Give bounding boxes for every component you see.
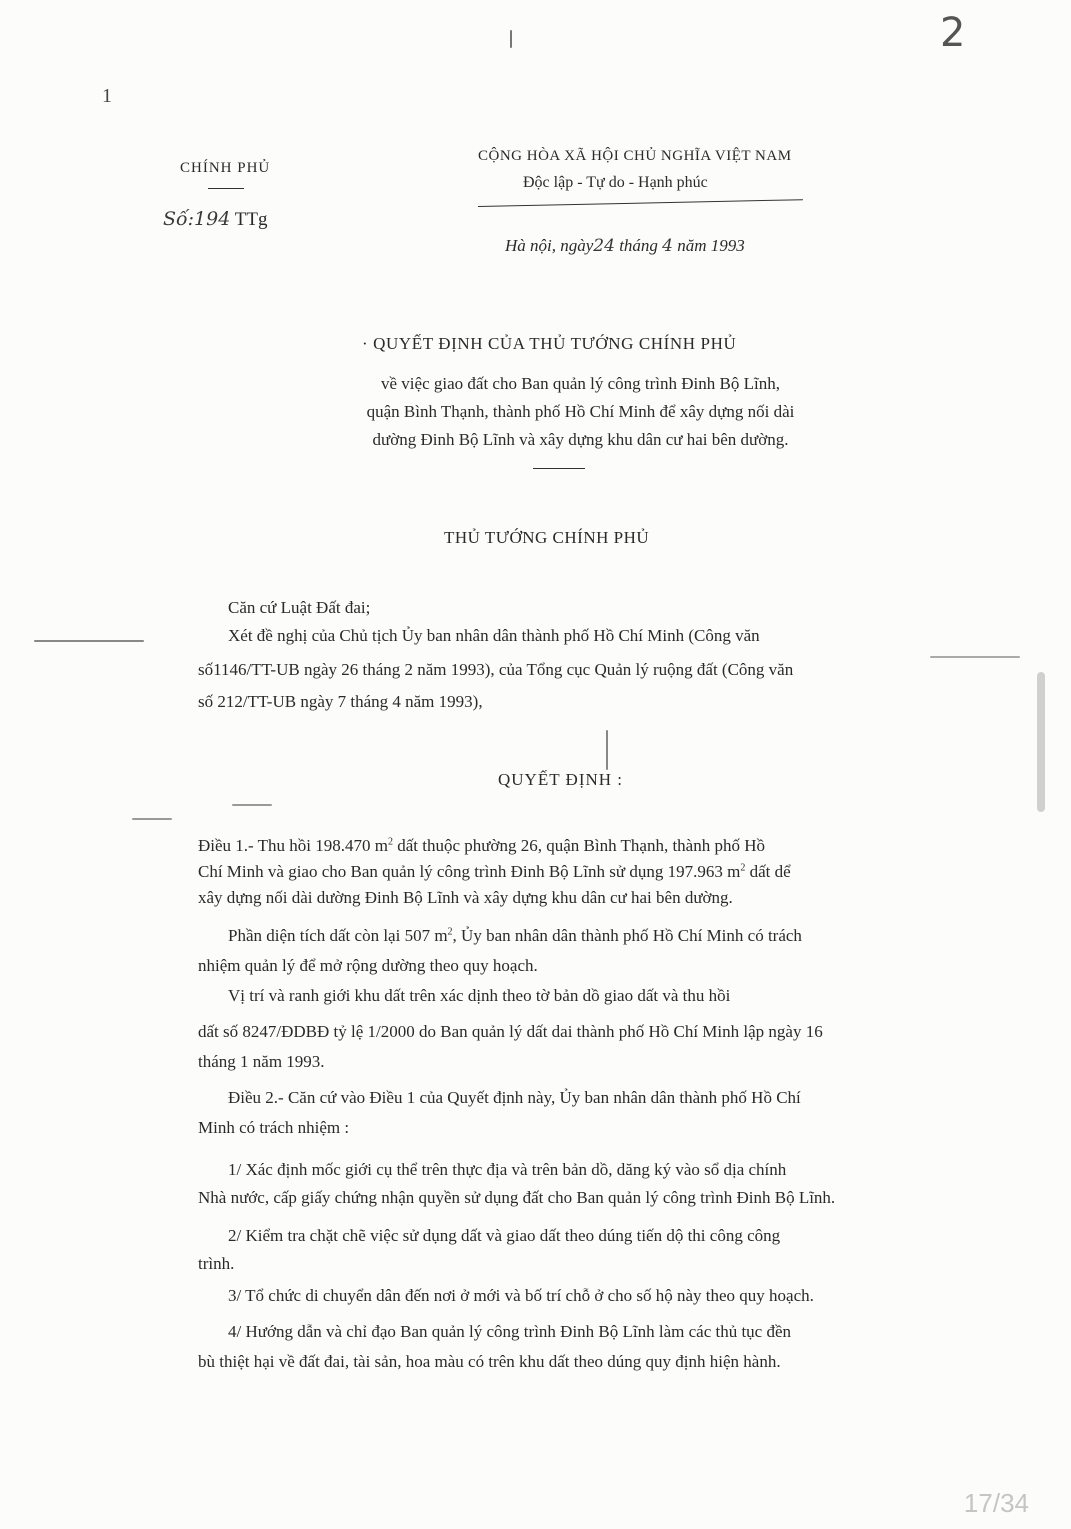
document-number-prefix: Số: — [163, 208, 195, 230]
scan-artifact — [232, 804, 272, 806]
article1-location-line-1: Vị trí và ranh giới khu dất trên xác dịnh theo tờ bản dồ giao dất và thu hồi — [228, 986, 731, 1005]
article2-item3: 3/ Tổ chức di chuyển dân đến nơi ở mới và bố trí chỗ ở cho số hộ này theo quy hoạch. — [228, 1286, 814, 1305]
page-indicator: 17/34 — [963, 1488, 1029, 1518]
document-number-suffix: TTg — [234, 209, 268, 230]
article2-item1-line-2: Nhà nước, cấp giấy chứng nhận quyền sử dụng đất cho Ban quản lý công trình Đinh Bộ Lĩnh. — [198, 1188, 836, 1207]
decision-heading: QUYẾT ĐỊNH : — [498, 770, 624, 789]
article1-line-3: xây dựng nối dài dường Đinh Bộ Lĩnh và xây dựng khu dân cư hai bên dường. — [198, 888, 733, 907]
national-motto: Độc lập - Tự do - Hạnh phúc — [523, 174, 708, 191]
handwritten-page-mark: 2 — [940, 10, 966, 56]
document-number-value: 194 — [194, 208, 231, 230]
document-title: · QUYẾT ĐỊNH CỦA THỦ TƯỚNG CHÍNH PHỦ — [362, 334, 737, 353]
article2-line-1: Điều 2.- Căn cứ vào Điều 1 của Quyết định này, Ủy ban nhân dân thành phố Hồ Chí — [228, 1088, 801, 1107]
motto-rule — [478, 199, 803, 207]
article1-remaining-line-2: nhiệm quản lý để mở rộng dường theo quy hoạch. — [198, 956, 538, 975]
basis-line: Căn cứ Luật Đất đai; — [228, 598, 371, 617]
date-month: 4 — [662, 236, 673, 256]
article2-item1-line-1: 1/ Xác định mốc giới cụ thể trên thực địa và trên bản dồ, dăng ký vào sổ dịa chính — [228, 1160, 787, 1179]
consider-line-1: Xét đề nghị của Chủ tịch Ủy ban nhân dân thành phố Hồ Chí Minh (Công văn — [228, 626, 760, 645]
authority-heading: THỦ TƯỚNG CHÍNH PHỦ — [444, 528, 650, 547]
date-line — [505, 236, 745, 256]
issuer-rule — [208, 188, 244, 189]
article2-item2-line-1: 2/ Kiểm tra chặt chẽ việc sử dụng dất và giao dất theo dúng tiến dộ thi công công — [228, 1226, 781, 1245]
scan-artifact — [606, 730, 608, 770]
date-month-label: tháng — [619, 236, 658, 255]
consider-line-3: số 212/TT-UB ngày 7 tháng 4 năm 1993), — [198, 692, 483, 711]
consider-line-2: số1146/TT-UB ngày 26 tháng 2 năm 1993), của Tổng cục Quản lý ruộng đất (Công văn — [198, 660, 794, 679]
scan-artifact — [34, 640, 144, 642]
scan-artifact — [510, 30, 512, 48]
scan-artifact — [930, 656, 1020, 658]
subtitle-line-1: về việc giao đất cho Ban quản lý công trình Đinh Bộ Lĩnh, — [381, 374, 780, 393]
national-title: CỘNG HÒA XÃ HỘI CHỦ NGHĨA VIỆT NAM — [478, 148, 792, 164]
issuer-name: CHÍNH PHỦ — [180, 160, 271, 176]
article1-location-line-2: dất số 8247/ĐDBĐ tỷ lệ 1/2000 do Ban quản lý dất dai thành phố Hồ Chí Minh lập ngày 16 — [198, 1022, 823, 1041]
article2-item4-line-2: bù thiệt hại về đất đai, tài sản, hoa màu có trên khu dất theo dúng quy định hiện hành. — [198, 1352, 781, 1371]
date-day: 24 — [593, 236, 615, 256]
subtitle-line-3: dường Đinh Bộ Lĩnh và xây dựng khu dân cư hai bên dường. — [372, 430, 789, 449]
article2-line-2: Minh có trách nhiệm : — [198, 1118, 350, 1137]
article2-item4-line-1: 4/ Hướng dẫn và chỉ đạo Ban quản lý công trình Đinh Bộ Lĩnh làm các thủ tục đền — [228, 1322, 792, 1341]
article1-line-1: Điều 1.- Thu hồi 198.470 $m^2$ dất thuộc phường 26, quận Bình Thạnh, thành phố Hồ — [198, 836, 766, 855]
document-number — [163, 208, 267, 231]
article1-remaining-line-1: Phần diện tích dất còn lại 507 $m^2$, Ủy ban nhân dân thành phố Hồ Chí Minh có trách — [228, 926, 802, 945]
subtitle-rule — [533, 468, 585, 469]
viewer-scrollbar[interactable] — [1037, 672, 1045, 812]
date-place: Hà nội, ngày — [505, 236, 594, 255]
date-year: năm 1993 — [677, 236, 745, 255]
article1-location-line-3: tháng 1 năm 1993. — [198, 1052, 325, 1071]
subtitle-line-2: quận Bình Thạnh, thành phố Hồ Chí Minh để xây dựng nối dài — [366, 402, 795, 421]
article1-line-2: Chí Minh và giao cho Ban quản lý công trình Đinh Bộ Lĩnh sử dụng 197.963 $m^2$ dất dể — [198, 862, 791, 881]
article2-item2-line-2: trình. — [198, 1254, 235, 1273]
scan-artifact — [132, 818, 172, 820]
handwritten-tick: 1 — [102, 85, 112, 107]
